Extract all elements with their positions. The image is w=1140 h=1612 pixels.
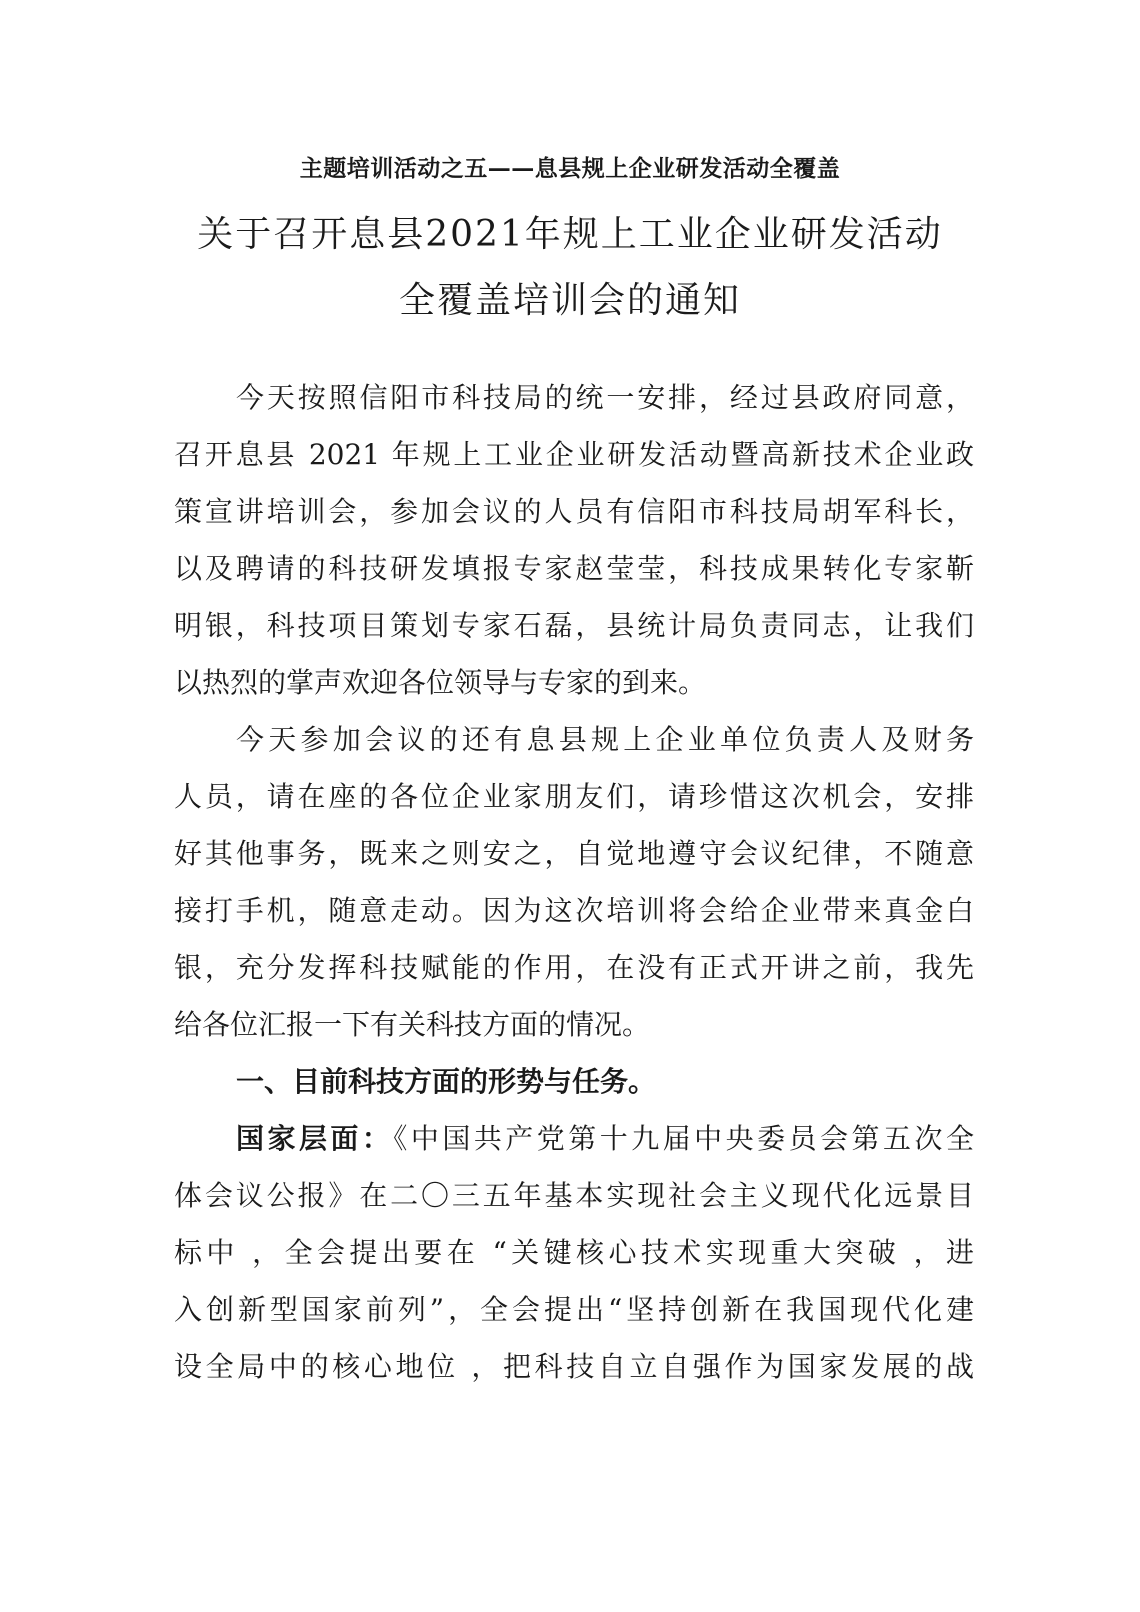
paragraph-1-line-2: 召开息县 2021 年规上工业企业研发活动暨高新技术企业政 (174, 438, 974, 471)
document-subtitle: 主题培训活动之五——息县规上企业研发活动全覆盖 (299, 155, 841, 182)
paragraph-2-line-3: 好其他事务，既来之则安之，自觉地遵守会议纪律，不随意 (174, 837, 974, 870)
paragraph-3-line-4: 入创新型国家前列”，全会提出“坚持创新在我国现代化建 (174, 1293, 974, 1326)
paragraph-3-line-2: 体会议公报》在二〇三五年基本实现社会主义现代化远景目 (174, 1179, 974, 1212)
paragraph-2-line-6: 给各位汇报一下有关科技方面的情况。 (174, 1008, 651, 1041)
paragraph-2-line-5: 银，充分发挥科技赋能的作用，在没有正式开讲之前，我先 (174, 951, 974, 984)
paragraph-1-line-4: 以及聘请的科技研发填报专家赵莹莹，科技成果转化专家靳 (174, 552, 974, 585)
paragraph-1-line-3: 策宣讲培训会，参加会议的人员有信阳市科技局胡军科长， (174, 495, 974, 528)
paragraph-3-label: 国家层面： (236, 1122, 394, 1155)
document-title-line-1: 关于召开息县2021年规上工业企业研发活动 (197, 214, 943, 255)
paragraph-2-line-4: 接打手机，随意走动。因为这次培训将会给企业带来真金白 (174, 894, 974, 927)
document-title-line-2: 全覆盖培训会的通知 (398, 280, 741, 321)
paragraph-1-line-5: 明银，科技项目策划专家石磊，县统计局负责同志，让我们 (174, 609, 974, 642)
paragraph-3-line-3: 标中 ，全会提出要在 “关键核心技术实现重大突破 ，进 (174, 1236, 974, 1269)
paragraph-3-line-1-text: 《中国共产党第十九届中央委员会第五次全 (393, 1122, 974, 1155)
paragraph-3-line-5: 设全局中的核心地位 ，把科技自立自强作为国家发展的战 (174, 1350, 974, 1383)
paragraph-1-line-1: 今天按照信阳市科技局的统一安排，经过县政府同意， (236, 381, 974, 414)
paragraph-2-line-1: 今天参加会议的还有息县规上企业单位负责人及财务 (236, 723, 974, 756)
paragraph-2-line-2: 人员，请在座的各位企业家朋友们，请珍惜这次机会，安排 (174, 780, 974, 813)
paragraph-1-line-6: 以热烈的掌声欢迎各位领导与专家的到来。 (174, 666, 707, 699)
paragraph-3-line-1 (174, 1119, 974, 1159)
section-1-heading: 一、目前科技方面的形势与任务。 (236, 1065, 657, 1098)
